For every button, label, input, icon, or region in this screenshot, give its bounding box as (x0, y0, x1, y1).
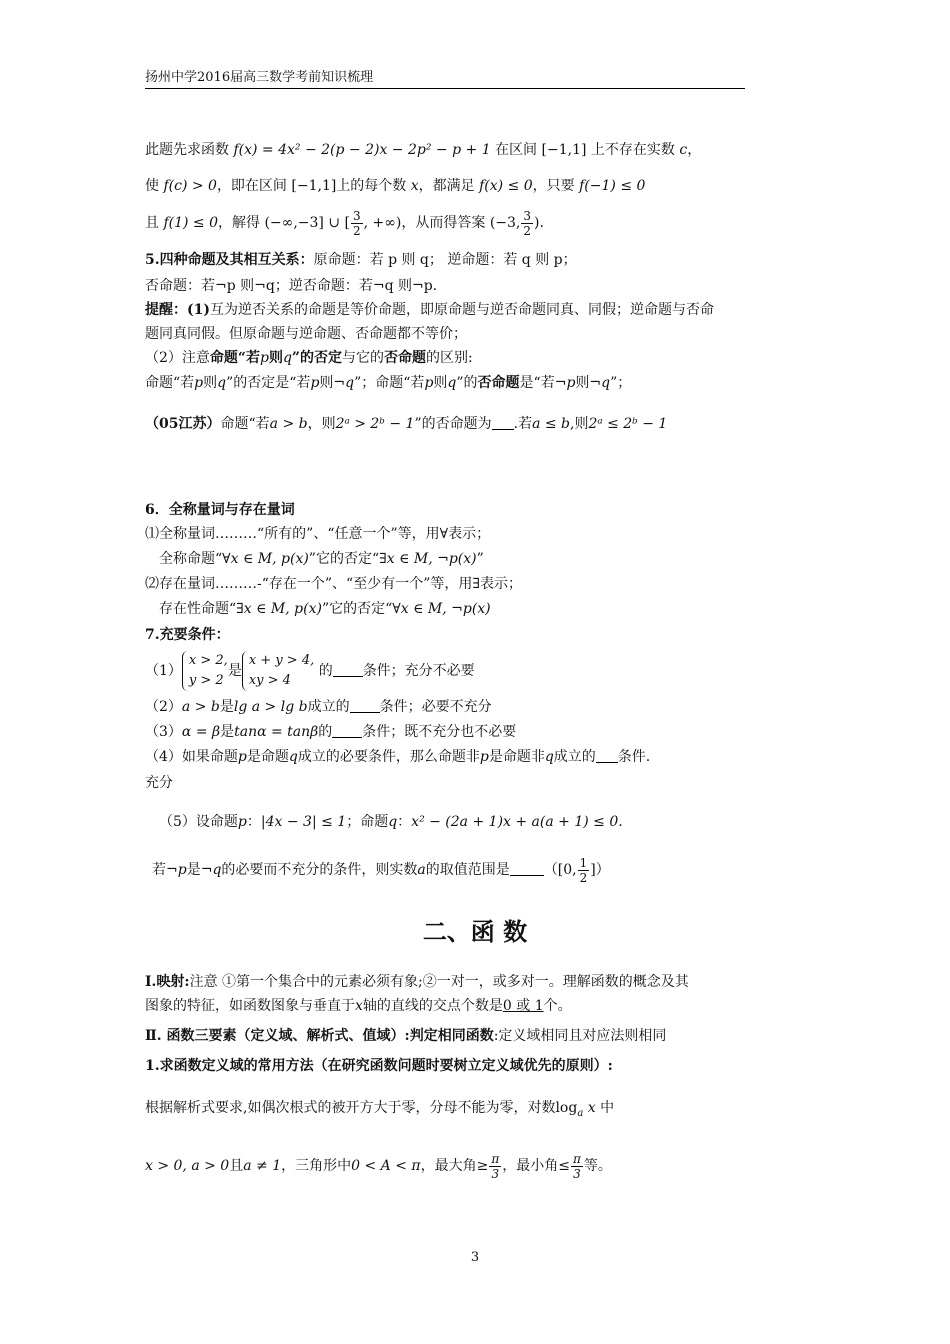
answer-blank (492, 415, 514, 430)
section-5-title (145, 250, 577, 270)
section-6-line-4: 存在性命题“∃x ∈ M, p(x)”它的否定“∀x ∈ M, ¬p(x) (159, 601, 491, 617)
exists-symbol: ∃ (472, 576, 480, 592)
formula: x (410, 178, 419, 194)
system-1: x > 2, y > 2 (182, 651, 228, 691)
label: （05江苏） (145, 416, 221, 432)
text: ，解得 (218, 215, 261, 231)
three-elements-line: Ⅱ. 函数三要素（定义域、解析式、值域）:判定相同函数:定义域相同且对应法则相同 (145, 1028, 667, 1044)
condition-2: （2）a > b是lg a > lg b成立的 条件；必要不充分 (145, 699, 492, 715)
text: 否命题 (383, 350, 426, 366)
tip-line-1 (145, 300, 714, 320)
answer-blank (596, 748, 618, 763)
formula: f(x) = 4x² − 2(p − 2)x − 2p² − p + 1 (233, 142, 491, 158)
domain-method-line-1: 根据解析式要求,如偶次根式的被开方大于零，分母不能为零，对数$\log_a x$ 中 (145, 1100, 615, 1119)
system-2: x + y > 4, xy > 4 (242, 651, 314, 691)
text: 上的每个数 (336, 178, 407, 194)
line-3 (145, 206, 544, 240)
section-5-line-2: 否命题：若¬p 则¬q；逆否命题：若¬q 则¬p. (145, 278, 438, 294)
answer-blank (510, 861, 544, 876)
condition-4-answer: 充分 (145, 775, 173, 791)
answer-blank (333, 662, 363, 677)
fraction: $\frac{1}{2}$ (579, 855, 588, 885)
text: ，只要 (532, 178, 575, 194)
text: 此题先求函数 (145, 142, 229, 158)
formula: f(c) > 0 (163, 178, 217, 194)
formula: [−1,1] (541, 142, 587, 158)
section-6-line-1: ⑴全称量词………“所有的”、“任意一个”等，用∀表示； (145, 526, 491, 542)
jiangsu-question: （05江苏）命题“若a > b，则2ᵃ > 2ᵇ − 1”的否命题为 .若a ≤ b,则2ᵃ ≤ 2ᵇ − 1 (145, 416, 668, 432)
fraction: $\frac{3}{2}$ (352, 208, 361, 238)
domain-method-line-2: x > 0, a > 0且a ≠ 1，三角形中0 < A < π，最大角≥ $\frac{\pi}{3}$ ，最小角≤ $\frac{\pi}{3}$ 等。 (145, 1151, 612, 1181)
tip-line-2: 题同真同假。但原命题与逆命题、否命题都不等价； (145, 326, 467, 342)
formula: p (259, 350, 269, 366)
mapping-line-1: Ⅰ.映射:注意 ①第一个集合中的元素必须有象;②一对一，或多对一。理解函数的概念及其 (145, 974, 689, 990)
tip-line-3 (145, 348, 473, 368)
fraction: $\frac{3}{2}$ (523, 208, 532, 238)
formula: q (282, 350, 292, 366)
section-6-line-2: 全称命题“∀x ∈ M, p(x)”它的否定“∃x ∈ M, ¬p(x)” (159, 551, 484, 567)
section-6-title: 6．全称量词与存在量词 (145, 502, 295, 518)
text: （2）注意 (145, 350, 210, 366)
fraction: $\frac{\pi}{3}$ (572, 1151, 581, 1181)
formula: (−3, (489, 215, 521, 231)
domain-method-title: 1.求函数定义域的常用方法（在研究函数问题时要树立定义域优先的原则）: (145, 1058, 613, 1074)
page-number: 3 (470, 1250, 480, 1265)
text: 在区间 (495, 142, 538, 158)
text: 则 (268, 350, 283, 366)
text: ，从而得答案 (401, 215, 486, 231)
answer-blank (350, 698, 380, 713)
section-7-title: 7.充要条件： (145, 627, 230, 643)
formula: c (679, 142, 688, 158)
text: ”的否定 (291, 350, 342, 366)
condition-5: （5）设命题p：|4x − 3| ≤ 1；命题q：x² − (2a + 1)x + a(a + 1) ≤ 0. (159, 814, 623, 830)
answer-blank (332, 723, 362, 738)
label: 提醒：(1) (145, 302, 210, 318)
condition-1: （1） x > 2, y > 2 是 x + y > 4, xy > 4 的 条件；充分不必要 (145, 648, 475, 694)
answer: 0 或 1 (502, 998, 544, 1014)
condition-3: （3）α = β是tanα = tanβ的 条件；既不充分也不必要 (145, 724, 517, 740)
line-1 (145, 140, 701, 160)
formula: f(x) ≤ 0 (479, 178, 533, 194)
line-2 (145, 176, 645, 196)
tip-line-4: 命题“若p则q”的否定是“若p则¬q”；命题“若p则q”的否命题是“若¬p则¬q”； (145, 375, 632, 391)
text: 与它的 (341, 350, 384, 366)
formula: [−1,1] (291, 178, 337, 194)
text: 原命题：若 p 则 q； 逆命题：若 q 则 p； (313, 252, 577, 268)
formula: , +∞) (363, 215, 402, 231)
formula: ). (534, 215, 544, 231)
formula: (−∞,−3] ∪ [ (264, 215, 350, 231)
formula: f(−1) ≤ 0 (579, 178, 646, 194)
page-header: 扬州中学2016届高三数学考前知识梳理 (145, 66, 745, 89)
text: ， (687, 142, 702, 158)
fraction: $\frac{\pi}{3}$ (491, 1151, 500, 1181)
mapping-line-2: 图象的特征，如函数图象与垂直于x轴的直线的交点个数是0 或 1个。 (145, 998, 572, 1014)
text: ，即在区间 (216, 178, 287, 194)
text: 上不存在实数 (590, 142, 675, 158)
text: 互为逆否关系的命题是等价命题，即原命题与逆否命题同真、同假；逆命题与否命 (210, 302, 714, 318)
section-6-line-3: ⑵存在量词………-“存在一个”、“至少有一个”等，用∃表示； (145, 576, 522, 592)
text: 且 (145, 215, 159, 231)
condition-5-line-2: 若¬p是¬q的必要而不充分的条件，则实数a的取值范围是 （[0, $\frac{1}{2}$ ]） (152, 855, 610, 885)
formula: f(1) ≤ 0 (163, 215, 219, 231)
text: 的区别: (425, 350, 473, 366)
text: 命题“若 (209, 350, 260, 366)
text: ，都满足 (418, 178, 475, 194)
section-title-functions: 二、函 数 (422, 917, 528, 946)
condition-4: （4）如果命题p是命题q成立的必要条件，那么命题非p是命题非q成立的 条件. (145, 749, 651, 765)
forall-symbol: ∀ (439, 526, 449, 542)
text: 使 (145, 178, 159, 194)
heading: 5.四种命题及其相互关系： (145, 252, 314, 268)
